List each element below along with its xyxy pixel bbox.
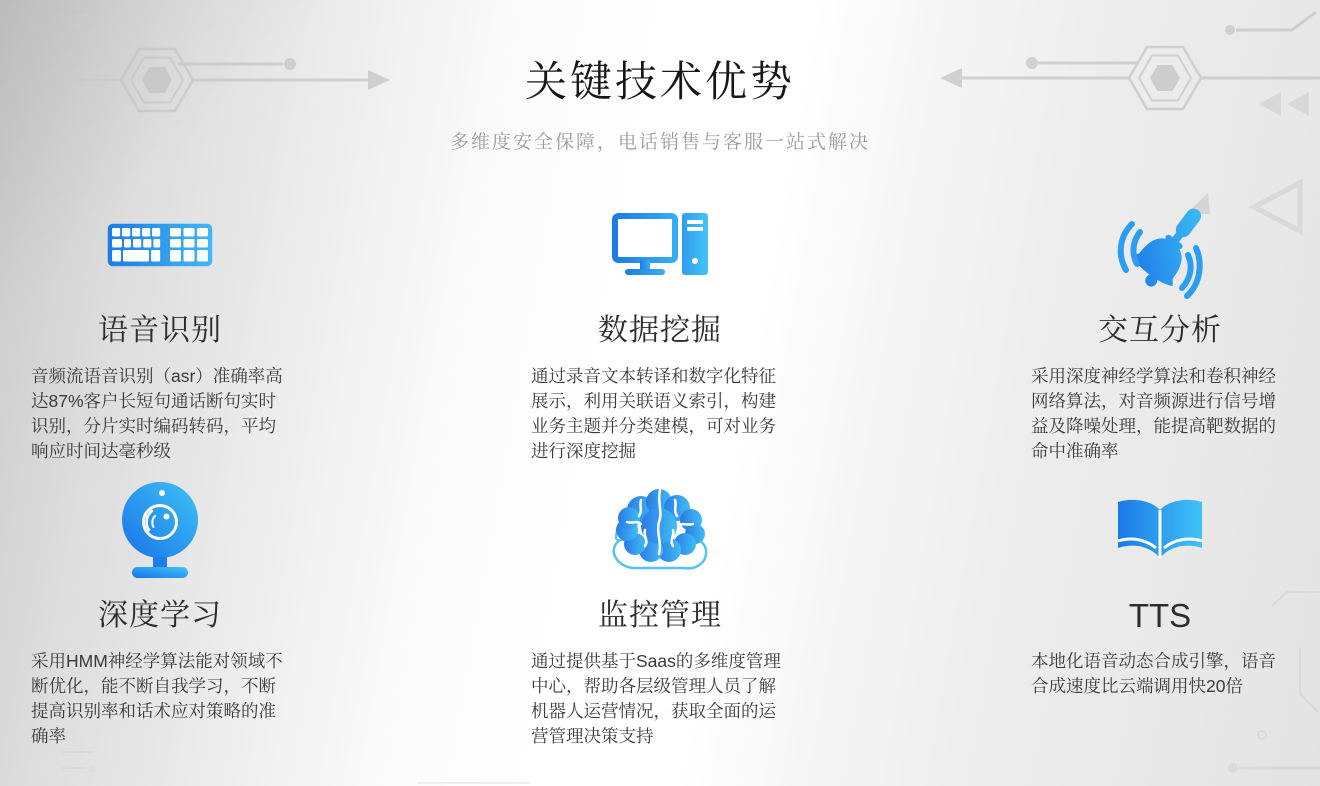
hand-bell-icon — [1110, 185, 1210, 305]
page-subtitle: 多维度安全保障，电话销售与客服一站式解决 — [449, 132, 870, 153]
feature-description: 采用HMM神经学算法能对领域不断优化，能不断自我学习，不断提高识别率和话术应对策略的准确率 — [31, 651, 283, 746]
feature-card-monitoring-management — [500, 470, 820, 749]
open-book-icon — [1111, 470, 1209, 590]
feature-title: 交互分析 — [1098, 314, 1222, 347]
keyboard-icon — [107, 185, 213, 305]
corner-marks-bottom-left — [62, 752, 530, 783]
feature-title: 深度学习 — [98, 599, 222, 632]
desktop-computer-icon — [612, 185, 708, 305]
page-title: 关键技术优势 — [524, 58, 795, 105]
feature-title: 语音识别 — [98, 314, 222, 347]
feature-row-1 — [0, 185, 1320, 464]
feature-card-data-mining — [500, 185, 820, 464]
brain-cloud-icon — [611, 470, 709, 590]
feature-title: 监控管理 — [598, 599, 722, 632]
feature-description: 通过录音文本转译和数字化特征展示，利用关联语义索引，构建业务主题并分类建模，可对业务进行深度挖掘 — [531, 366, 776, 461]
feature-description: 通过提供基于Saas的多维度管理中心，帮助各层级管理人员了解机器人运营情况，获取全面的运营管理决策支持 — [531, 651, 781, 746]
webcam-icon — [119, 470, 201, 590]
feature-card-tts — [1000, 470, 1320, 749]
feature-description: 音频流语音识别（asr）准确率高达87%客户长短句通话断句实时识别，分片实时编码转码，平均响应时间达毫秒级 — [31, 366, 283, 461]
feature-description: 本地化语音动态合成引擎，语音合成速度比云端调用快20倍 — [1031, 651, 1276, 696]
section-header — [0, 0, 1320, 154]
feature-title: 数据挖掘 — [598, 314, 722, 347]
feature-title: TTS — [1128, 597, 1192, 634]
feature-description: 采用深度神经学算法和卷积神经网络算法，对音频源进行信号增益及降噪处理，能提高靶数据的命中准确率 — [1031, 366, 1276, 461]
feature-card-interaction-analysis — [1000, 185, 1320, 464]
feature-card-deep-learning — [0, 470, 320, 749]
feature-card-speech-recognition — [0, 185, 320, 464]
feature-row-2 — [0, 470, 1320, 749]
